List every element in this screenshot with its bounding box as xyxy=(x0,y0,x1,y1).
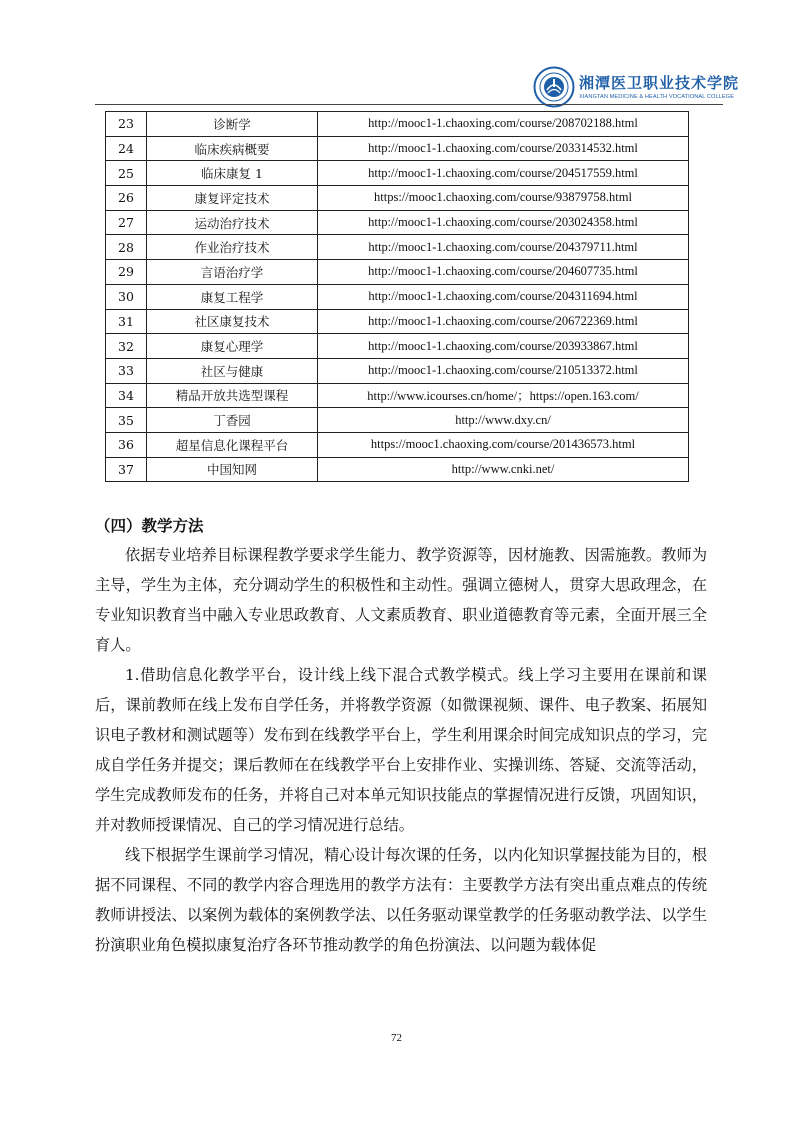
table-row xyxy=(106,186,689,211)
course-url: http://mooc1-1.chaoxing.com/course/204311694.html xyxy=(318,284,689,309)
table-row xyxy=(106,112,689,137)
course-url: http://mooc1-1.chaoxing.com/course/203314532.html xyxy=(318,136,689,161)
page-number: 72 xyxy=(391,1032,402,1044)
course-name: 作业治疗技术 xyxy=(147,235,318,260)
course-name: 运动治疗技术 xyxy=(147,210,318,235)
course-url: http://www.icourses.cn/home/；https://open.163.com/ xyxy=(318,383,689,408)
table-row xyxy=(106,136,689,161)
row-number: 27 xyxy=(106,210,147,235)
course-url: http://mooc1-1.chaoxing.com/course/208702188.html xyxy=(318,112,689,137)
course-name: 社区康复技术 xyxy=(147,309,318,334)
course-name: 诊断学 xyxy=(147,112,318,137)
row-number: 26 xyxy=(106,186,147,211)
course-url: http://mooc1-1.chaoxing.com/course/203024358.html xyxy=(318,210,689,235)
course-name: 言语治疗学 xyxy=(147,260,318,285)
college-emblem-icon xyxy=(533,66,575,108)
row-number: 24 xyxy=(106,136,147,161)
course-name: 康复评定技术 xyxy=(147,186,318,211)
row-number: 32 xyxy=(106,334,147,359)
course-name: 丁香园 xyxy=(147,408,318,433)
course-name: 精品开放共选型课程 xyxy=(147,383,318,408)
course-name: 临床疾病概要 xyxy=(147,136,318,161)
header-divider xyxy=(95,104,723,105)
course-url: https://mooc1.chaoxing.com/course/93879758.html xyxy=(318,186,689,211)
table-row xyxy=(106,309,689,334)
row-number: 28 xyxy=(106,235,147,260)
row-number: 23 xyxy=(106,112,147,137)
table-row xyxy=(106,408,689,433)
row-number: 29 xyxy=(106,260,147,285)
course-url: http://mooc1-1.chaoxing.com/course/204379711.html xyxy=(318,235,689,260)
table-row xyxy=(106,235,689,260)
paragraph-intro: 依据专业培养目标课程教学要求学生能力、教学资源等，因材施教、因需施教。教师为主导，学生为主体，充分调动学生的积极性和主动性。强调立德树人，贯穿大思政理念，在专业知识教育当中融入专业思政教育、人文素质教育、职业道德教育等元素，全面开展三全育人。 xyxy=(95,546,707,654)
course-url: https://mooc1.chaoxing.com/course/201436573.html xyxy=(318,432,689,457)
table-row xyxy=(106,432,689,457)
table-row xyxy=(106,161,689,186)
row-number: 30 xyxy=(106,284,147,309)
course-name: 康复心理学 xyxy=(147,334,318,359)
resource-table xyxy=(105,111,689,482)
course-url: http://www.dxy.cn/ xyxy=(318,408,689,433)
course-url: http://mooc1-1.chaoxing.com/course/203933867.html xyxy=(318,334,689,359)
course-url: http://mooc1-1.chaoxing.com/course/204607735.html xyxy=(318,260,689,285)
table-row xyxy=(106,210,689,235)
course-name: 临床康复 1 xyxy=(147,161,318,186)
table-row xyxy=(106,260,689,285)
course-name: 超星信息化课程平台 xyxy=(147,432,318,457)
course-name: 中国知网 xyxy=(147,457,318,482)
row-number: 33 xyxy=(106,358,147,383)
college-name-en: XIANGTAN MEDICINE & HEALTH VOCATIONAL COLLEGE xyxy=(579,94,735,100)
course-name: 康复工程学 xyxy=(147,284,318,309)
table-row xyxy=(106,457,689,482)
row-number: 37 xyxy=(106,457,147,482)
table-row xyxy=(106,334,689,359)
college-name-cn: 湘潭医卫职业技术学院 xyxy=(579,74,740,92)
course-url: http://www.cnki.net/ xyxy=(318,457,689,482)
resource-table-body xyxy=(106,112,689,482)
table-row xyxy=(106,358,689,383)
row-number: 31 xyxy=(106,309,147,334)
table-row xyxy=(106,284,689,309)
paragraph-blended-teaching: 1.借助信息化教学平台，设计线上线下混合式教学模式。线上学习主要用在课前和课后，课前教师在线上发布自学任务，并将教学资源（如微课视频、课件、电子教案、拓展知识电子教材和测试题等）发布到在线教学平台上，学生利用课余时间完成知识点的学习，完成自学任务并提交；课后教师在在线教学平台上安排作业、实操训练、答疑、交流等活动，学生完成教师发布的任务，并将自己对本单元知识技能点的掌握情况进行反馈，巩固知识，并对教师授课情况、自己的学习情况进行总结。 xyxy=(95,666,707,834)
paragraph-offline-teaching: 线下根据学生课前学习情况，精心设计每次课的任务，以内化知识掌握技能为目的，根据不同课程、不同的教学内容合理选用的教学方法有：主要教学方法有突出重点难点的传统教师讲授法、以案例为载体的案例教学法、以任务驱动课堂教学的任务驱动教学法、以学生扮演职业角色模拟康复治疗各环节推动教学的角色扮演法、以问题为载体促 xyxy=(95,846,707,954)
course-url: http://mooc1-1.chaoxing.com/course/210513372.html xyxy=(318,358,689,383)
course-url: http://mooc1-1.chaoxing.com/course/206722369.html xyxy=(318,309,689,334)
course-name: 社区与健康 xyxy=(147,358,318,383)
course-url: http://mooc1-1.chaoxing.com/course/204517559.html xyxy=(318,161,689,186)
table-row xyxy=(106,383,689,408)
row-number: 35 xyxy=(106,408,147,433)
row-number: 34 xyxy=(106,383,147,408)
row-number: 36 xyxy=(106,432,147,457)
section-heading: （四）教学方法 xyxy=(95,517,204,535)
row-number: 25 xyxy=(106,161,147,186)
